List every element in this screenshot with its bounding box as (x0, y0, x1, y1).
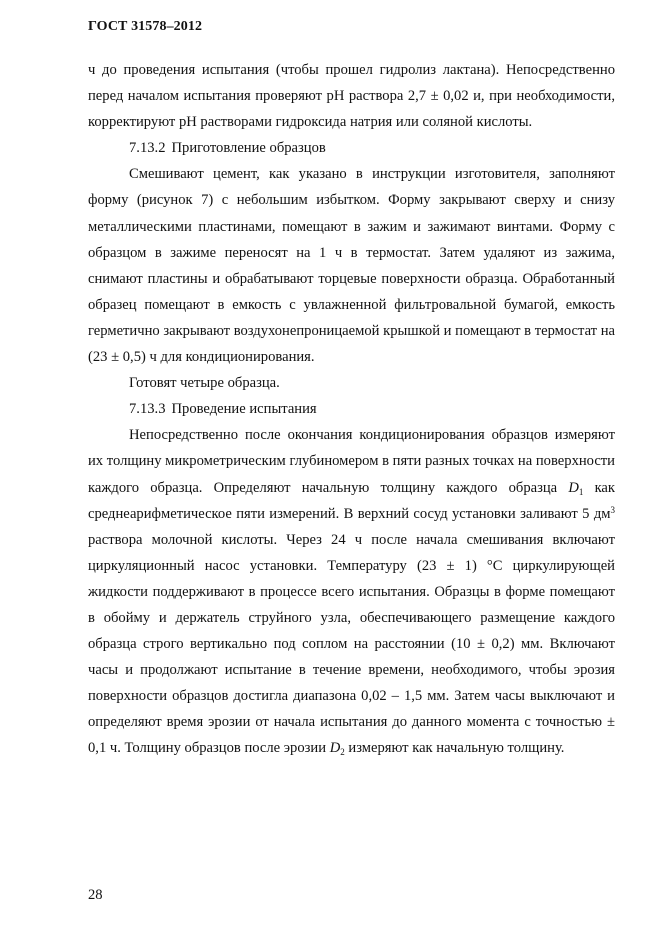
section-title: Проведение испытания (171, 401, 317, 418)
paragraph-sample-preparation: Смешивают цемент, как указано в инструкции изготовителя, заполняют форму (рисунок 7) с небольшим избытком. Форму закрывают сверху и снизу металлическими пластинами, помещают в зажим и зажимают винтами. Форму с образцом в зажиме переносят на 1 ч в термостат. Затем удаляют из зажима, снимают пластины и обрабатывают торцевые поверхности образца. Обработанный образец помещают в емкость с увлажненной фильтровальной бумагой, емкость герметично закрывают воздухонепроницаемой крышкой и помещают в термостат на (23 ± 0,5) ч для кондиционирования. (88, 166, 615, 366)
subscript: 2 (340, 747, 345, 758)
variable-d: D (568, 479, 579, 496)
section-number: 7.13.2 (129, 140, 166, 157)
section-heading-7-13-3 (88, 396, 615, 422)
page-number: 28 (88, 887, 103, 903)
text-run: как среднеарифметическое пяти измерений. В верхний сосуд установки заливают 5 дм (88, 479, 615, 522)
section-title: Приготовление образцов (171, 140, 326, 157)
text-run: Непосредственно после окончания кондиционирования образцов измеряют их толщину микрометрическим глубиномером в пяти разных точках на поверхности каждого образца. Определяют начальную толщину каждого образца (88, 427, 615, 496)
subscript: 1 (578, 486, 584, 497)
text-run: измеряют как начальную толщину. (344, 740, 565, 757)
section-number: 7.13.3 (129, 401, 166, 418)
variable-d: D (329, 740, 341, 757)
section-heading-7-13-2 (88, 135, 615, 161)
text-run: раствора молочной кислоты. Через 24 ч после начала смешивания включают циркуляционный насос установки. Температуру (23 ± 1) °С циркулирующей жидкости поддерживают в процессе всего испытания. Образцы в форме помещают в обойму и держатель струйного узла, обеспечивающего размещение каждого образца строго вертикально под соплом на расстоянии (10 ± 0,2) мм. Включают часы и продолжают испытание в течение времени, необходимого, чтобы эрозия поверхности образцов достигла диапазона 0,02 – 1,5 мм. Затем часы выключают и определяют время эрозии от начала испытания до данного момента с точностью ± 0,1 ч. Толщину образцов после эрозии (88, 531, 615, 757)
standard-header: ГОСТ 31578–2012 (88, 19, 203, 34)
paragraph-sample-count: Готовят четыре образца. (129, 375, 280, 392)
superscript: 3 (610, 504, 615, 515)
paragraph-continuation: ч до проведения испытания (чтобы прошел гидролиз лактана). Непосредственно перед началом испытания проверяют pH раствора 2,7 ± 0,02 и, при необходимости, корректируют pH растворами гидроксида натрия или соляной кислоты. (88, 62, 615, 131)
paragraph-test-procedure (88, 422, 615, 761)
document-body (88, 57, 615, 762)
